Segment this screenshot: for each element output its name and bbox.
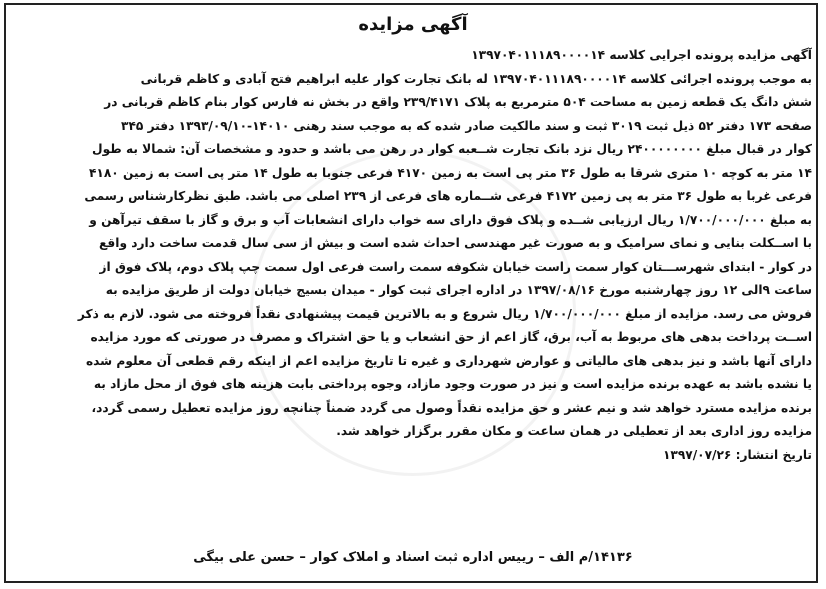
body-line: صفحه ۱۷۳ دفتر ۵۲ ذیل ثبت ۳۰۱۹ ثبت و سند مالکیت صادر شده که به موجب سند رهنی ۱۴۰۱۰-۱۳۹۳/۰۹/۱۰ دفتر ۳۴۵ xyxy=(121,118,812,133)
body-line: شش دانگ یک قطعه زمین به مساحت ۵۰۴ مترمربع به پلاک ۲۳۹/۴۱۷۱ واقع در بخش نه فارس کوار بنام کاظم قربانی در xyxy=(104,95,812,109)
notice-title: آگهی مزایده xyxy=(358,14,468,35)
body-line: به موجب پرونده اجرائی کلاسه ۱۳۹۷۰۴۰۱۱۱۸۹۰۰۰۰۱۴ له بانک تجارت کوار علیه ابراهیم فتح آبادی و کاظم قربانی xyxy=(140,71,812,86)
body-line: برنده مزایده مسترد خواهد شد و نیم عشر و حق مزایده نقداً وصول می گردد ضمناً چنانچه روز مزایده تعطیل رسمی گردد، xyxy=(91,400,812,415)
body-line: یا نشده باشد به عهده برنده مزایده است و نیز در صورت وجود مازاد، وجوه پرداختی بابت هزینه های فوق از محل مازاد به xyxy=(93,377,812,391)
body-line: مزایده روز اداری بعد از تعطیلی در همان ساعت و مکان مقرر برگزار خواهد شد. xyxy=(336,424,812,438)
body-line: در کوار - ابتدای شهرســـتان کوار سمت راست خیابان شکوفه سمت راست فرعی اول سمت چپ پلاک دوم، پلاک فوق از xyxy=(99,259,812,274)
body-line: دارای آنها باشد و نیز بدهی های مالیاتی و عوارض شهرداری و غیره تا تاریخ مزایده اعم از اینکه رقم قطعی آن معلوم شده xyxy=(85,353,812,368)
body-line: ساعت ۹الی ۱۲ روز چهارشنبه مورخ ۱۳۹۷/۰۸/۱۶ در اداره اجرای ثبت کوار - میدان بسیج خیابان دولت از طریق مزایده به xyxy=(105,283,812,297)
publish-date: تاریخ انتشار: ۱۳۹۷/۰۷/۲۶ xyxy=(662,447,812,462)
body-line: با اســکلت بنایی و نمای سرامیک و به صورت غیر مهندسی احداث شده است و بیش از سی سال قدمت ساخت دارد واقع xyxy=(98,236,812,250)
body-line: به مبلغ ۱/۷۰۰/۰۰۰/۰۰۰ ریال ارزیابی شــده و پلاک فوق دارای سه خواب دارای انشعابات آب و برق و گاز با سقف تیرآهن و xyxy=(89,212,812,227)
body-line: ۱۴ متر به کوچه ۱۰ متری شرقا به طول ۳۶ متر پی است به زمین ۴۱۷۰ فرعی جنوبا به طول ۱۴ متر پی است به زمین ۴۱۸۰ xyxy=(88,165,812,180)
body-line: فروش می رسد. مزایده از مبلغ ۱/۷۰۰/۰۰۰/۰۰۰ ریال شروع و به بالاترین قیمت پیشنهادی نقداً فروخته می شود. لازم به ذکر xyxy=(77,306,812,321)
body-line: آگهی مزایده پرونده اجرایی کلاسه ۱۳۹۷۰۴۰۱۱۱۸۹۰۰۰۰۱۴ xyxy=(471,48,812,62)
notice-body xyxy=(16,44,812,467)
body-line: فرعی غربا به طول ۳۶ متر به پی زمین ۴۱۷۲ فرعی شــماره های فرعی از ۲۳۹ اصلی می باشد. طبق نظرکارشناس رسمی xyxy=(84,189,812,203)
notice-footer: ۱۴۱۳۶/م الف – رییس اداره ثبت اسناد و املاک کوار – حسن علی بیگی xyxy=(193,550,633,565)
body-line: اســت پرداخت بدهی های مربوط به آب، برق، گاز اعم از حق انشعاب و یا حق اشتراک و مصرف در صورتی که مورد مزایده xyxy=(90,330,812,344)
body-line: کوار در قبال مبلغ ۲۴۰۰۰۰۰۰۰۰ ریال نزد بانک تجارت شــعبه کوار در رهن می باشد و حدود و مشخصات آن: شمالا به طول xyxy=(92,142,812,156)
